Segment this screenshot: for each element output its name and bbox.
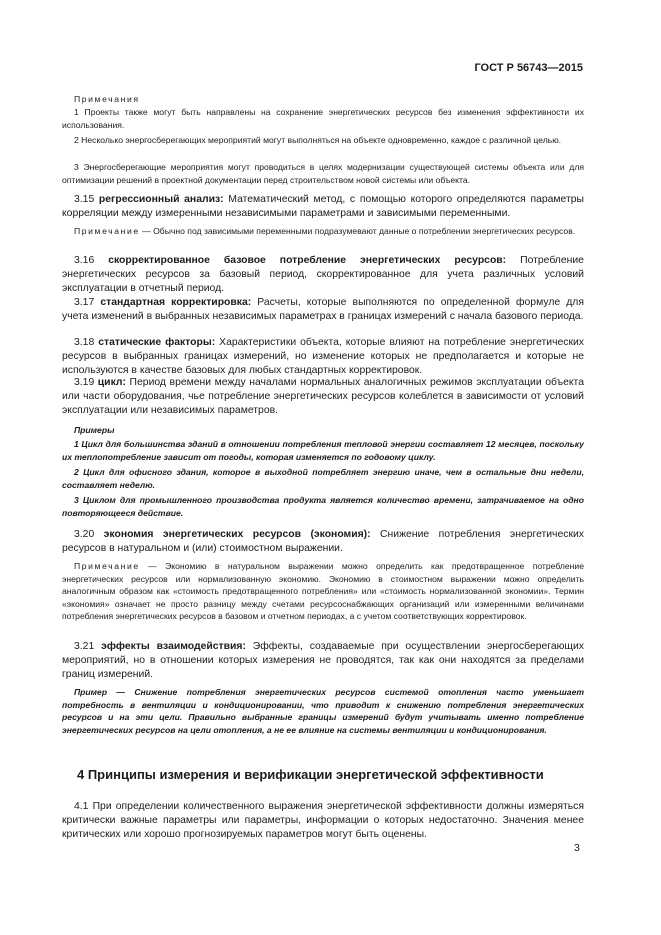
term-3-20-name: экономия энергетических ресурсов (экономия):: [103, 529, 371, 540]
term-3-16-name: скорректированное базовое потребление энергетических ресурсов:: [108, 255, 507, 266]
example-3: 3 Циклом для промышленного производства продукта является количество времени, затрачиваемое на одно повторяющееся действие.: [62, 495, 584, 518]
term-3-17: 3.17 стандартная корректировка: Расчеты, которые выполняются по определенной формуле для учета изменений в выбранных независимых параметрах в границах измерений с начала базового периода.: [62, 297, 584, 322]
term-3-21-name: эффекты взаимодействия:: [101, 641, 246, 652]
note-3-20: Примечание — Экономию в натуральном выражении можно определить как предотвращенное потребление энергетических ресурсов или нормализованную экономию. Экономию в стоимостном выражении можно определить аналогичным образом как «стоимость предотвращенного потребления» или «стоимость нормализованной экономии». Термин «экономия» означает не просто разницу между счетами ресурсоснабжающих организаций или измеренными величинами потребления энергетических ресурсов в базовом и отчетном периодах, а с учетом соответствующих корректировок.: [62, 561, 584, 622]
term-3-15: 3.15 регрессионный анализ: Математический метод, с помощью которого определяются параметры корреляции между измеренными независимыми параметрами и зависимыми переменными.: [62, 194, 584, 219]
note-3: 3 Энергосберегающие мероприятия могут проводиться в целях модернизации существующей системы объекта или для оптимизации решений в проектной документации перед строительством новой системы или объекта.: [62, 162, 584, 185]
note-3-15: Примечание — Обычно под зависимыми переменными подразумевают данные о потреблении энергетических ресурсов.: [74, 226, 576, 236]
note-2: 2 Несколько энергосберегающих мероприятий могут выполняться на объекте одновременно, каждое с различной целью.: [74, 135, 562, 145]
section-4-heading: 4 Принципы измерения и верификации энергетической эффективности: [77, 767, 544, 782]
term-3-19-name: цикл:: [97, 377, 126, 388]
term-3-19: 3.19 цикл: Период времени между началами нормальных аналогичных режимов эксплуатации объекта или части оборудования, чье потребление энергетических ресурсов колеблется в зависимости от условий эксплуатации или независимых параметров.: [62, 377, 584, 416]
term-3-17-name: стандартная корректировка:: [100, 297, 252, 308]
note-1: 1 Проекты также могут быть направлены на сохранение энергетических ресурсов без изменения эффективности их использования.: [62, 107, 584, 130]
term-3-16: 3.16 скорректированное базовое потребление энергетических ресурсов: Потребление энергетических ресурсов за базовый период, скорректированное для учета различных условий эксплуатации в отчетный период.: [62, 255, 584, 294]
page-number: 3: [574, 842, 580, 854]
example-2: 2 Цикл для офисного здания, которое в выходной потребляет энергию иначе, чем в остальные дни недели, составляет неделю.: [62, 467, 584, 490]
term-3-21: 3.21 эффекты взаимодействия: Эффекты, создаваемые при осуществлении энергосберегающих мероприятий, но в отношении которых измерения не проводятся, так как они находятся за пределами границ измерений.: [62, 641, 584, 680]
document-header: ГОСТ Р 56743—2015: [474, 62, 583, 74]
term-3-18-name: статические факторы:: [98, 337, 216, 348]
notes-title: Примечания: [74, 94, 140, 104]
paragraph-4-1: 4.1 При определении количественного выражения энергетической эффективности должны измеряться критически важные параметры или параметры, информации о которых недостаточно. Значения менее критических или хорошо прогнозируемых параметров могут быть оценены.: [62, 801, 584, 840]
term-3-15-name: регрессионный анализ:: [98, 194, 224, 205]
term-3-18: 3.18 статические факторы: Характеристики объекта, которые влияют на потребление энергетических ресурсов в выбранных границах измерений, но изменение которых не предполагается и которые не используются в качестве базовых для любых стандартных корректировок.: [62, 337, 584, 376]
example-1: 1 Цикл для большинства зданий в отношении потребления тепловой энергии составляет 12 месяцев, поскольку их теплопотребление зависит от погоды, которая изменяется по годовому циклу.: [62, 439, 584, 462]
term-3-20: 3.20 экономия энергетических ресурсов (экономия): Снижение потребления энергетических ресурсов в натуральном и (или) стоимостном выражении.: [62, 529, 584, 554]
example-3-21: Пример — Снижение потребления энергетических ресурсов системой отопления часто уменьшает потребность в вентиляции и кондиционировании, что приводит к снижению потребления энергетических ресурсов и на эти цели. Правильно выбранные границы измерений будут учитывать именно потребление энергетических ресурсов на цели отопления, а не ее влияние на системы вентиляции и кондиционирования.: [62, 687, 584, 735]
examples-title: Примеры: [74, 425, 115, 435]
